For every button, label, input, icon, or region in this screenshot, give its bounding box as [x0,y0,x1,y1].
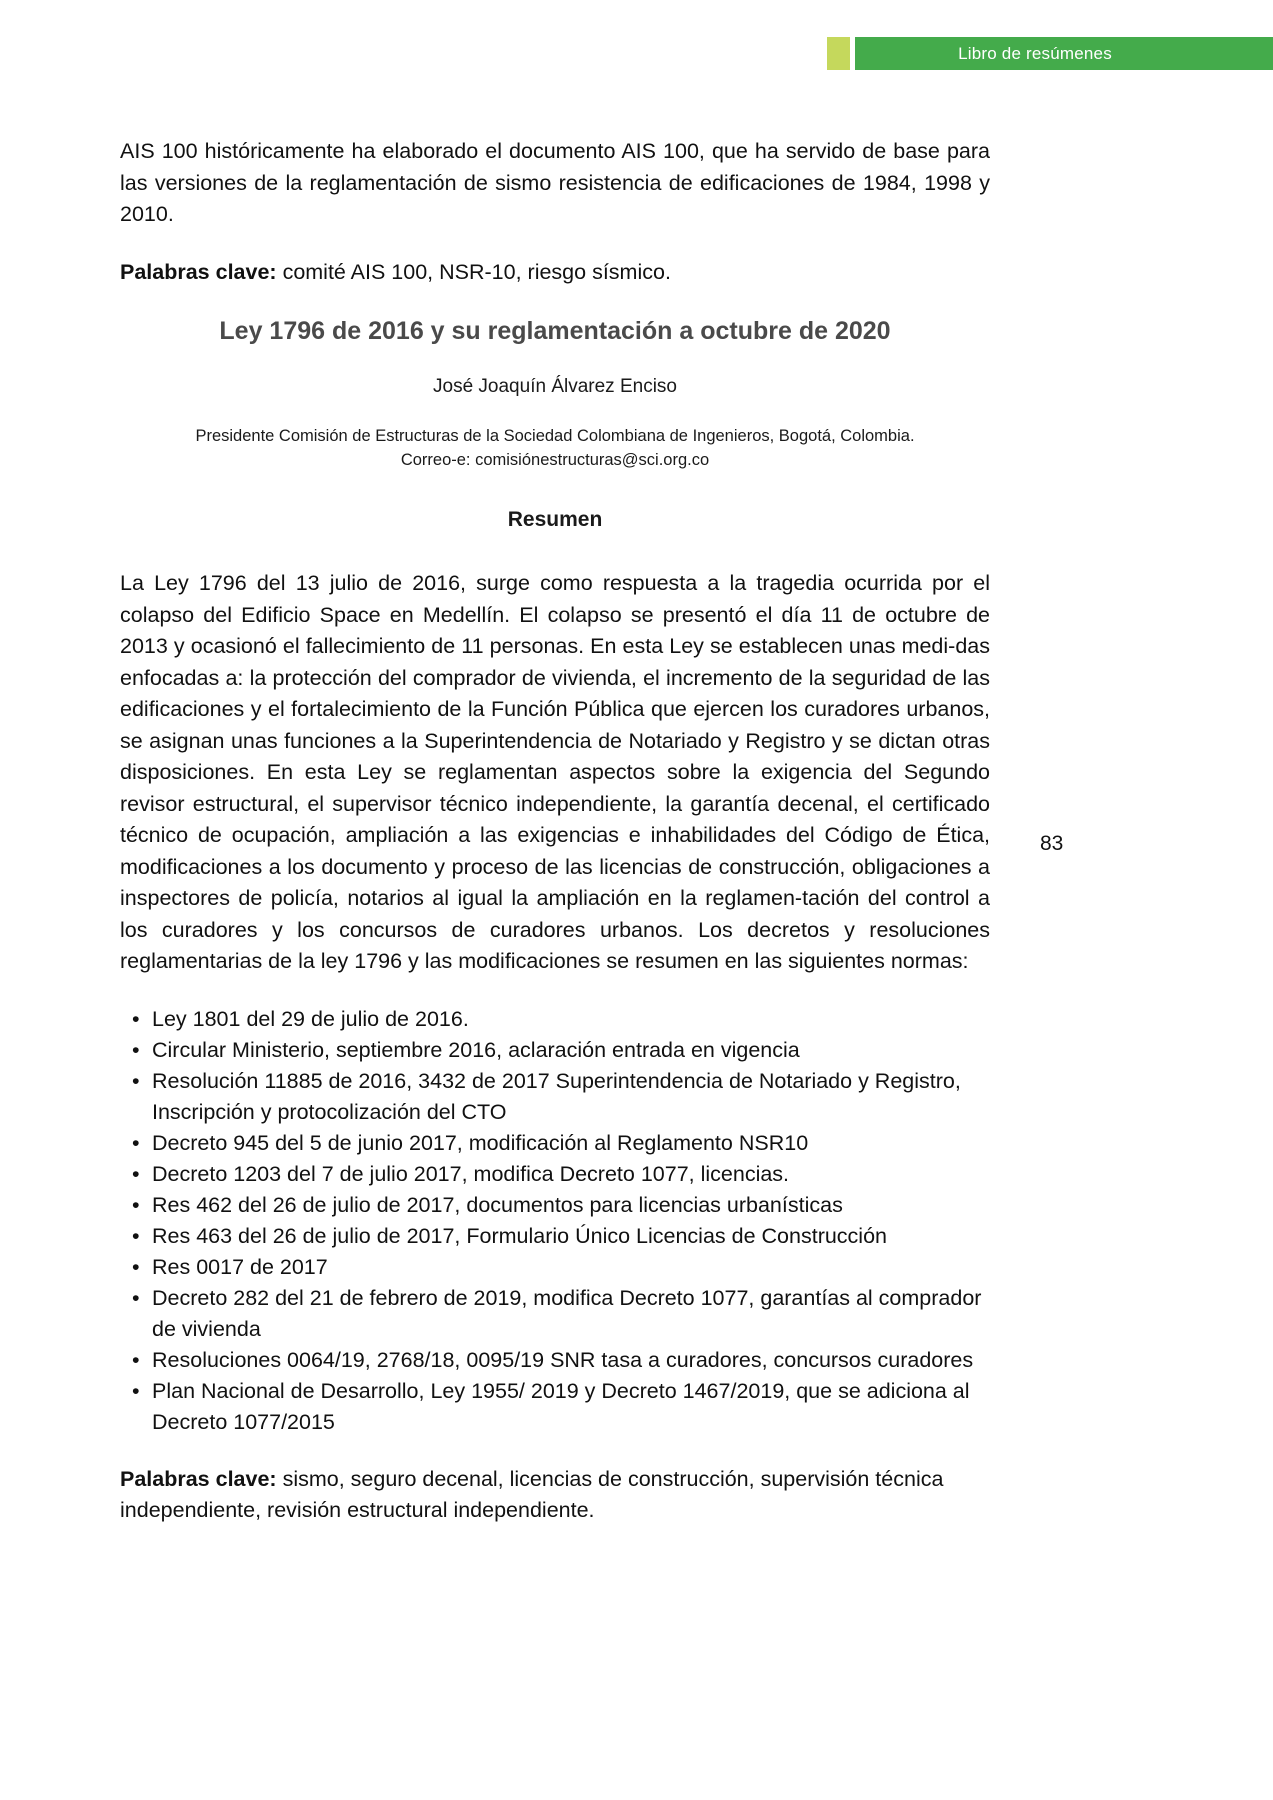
bullet-icon: • [132,1006,140,1031]
list-item-text: Res 462 del 26 de julio de 2017, documentos para licencias urbanísticas [152,1192,843,1217]
bullet-icon: • [132,1068,140,1093]
section-heading-resumen: Resumen [507,508,603,531]
continuation-paragraph: AIS 100 históricamente ha elaborado el documento AIS 100, que ha servido de base para las versiones de la reglamentación de sismo resistencia de edificaciones de 1984, 1998 y 2010. [120,139,990,226]
list-item [120,1035,990,1066]
list-item [120,1128,990,1159]
list-item-text: Decreto 282 del 21 de febrero de 2019, modifica Decreto 1077, garantías al comprador de vivienda [152,1285,982,1341]
list-item-text: Resoluciones 0064/19, 2768/18, 0095/19 SNR tasa a curadores, concursos curadores [152,1347,974,1372]
list-item [120,1066,990,1128]
list-item-text: Res 0017 de 2017 [152,1254,328,1279]
final-keywords-text: sismo, seguro decenal, licencias de construcción, supervisión técnica independiente, revisión estructural independiente. [120,1466,944,1522]
list-item [120,1376,990,1438]
affiliation-email-line: Correo-e: comisiónestructuras@sci.org.co [400,451,710,469]
list-item [120,1004,990,1035]
top-keywords-label: Palabras clave: [120,259,277,284]
header-accent-square [827,37,850,70]
header-title: Libro de resúmenes [958,44,1112,63]
bullet-icon: • [132,1378,140,1403]
list-item [120,1159,990,1190]
bullet-icon: • [132,1161,140,1186]
norms-list [120,1004,990,1438]
list-item [120,1221,990,1252]
bullet-icon: • [132,1254,140,1279]
bullet-icon: • [132,1285,140,1310]
running-header [0,37,1273,70]
bullet-icon: • [132,1347,140,1372]
list-item-text: Decreto 945 del 5 de junio 2017, modificación al Reglamento NSR10 [152,1130,809,1155]
affiliation-line-1: Presidente Comisión de Estructuras de la Sociedad Colombiana de Ingenieros, Bogotá, Colombia. [195,427,915,445]
final-keywords-paragraph [120,1464,1020,1527]
abstract-block [120,568,990,978]
list-item [120,1190,990,1221]
list-item-text: Decreto 1203 del 7 de julio 2017, modifica Decreto 1077, licencias. [152,1161,790,1186]
list-item [120,1283,990,1345]
bullet-icon: • [132,1223,140,1248]
final-keywords-label: Palabras clave: [120,1466,277,1491]
list-item-text: Plan Nacional de Desarrollo, Ley 1955/ 2019 y Decreto 1467/2019, que se adiciona al Decreto 1077/2015 [152,1378,970,1434]
list-item-text: Ley 1801 del 29 de julio de 2016. [152,1006,469,1031]
top-keywords-text: comité AIS 100, NSR-10, riesgo sísmico. [276,259,671,284]
article-author: José Joaquín Álvarez Enciso [433,376,677,397]
list-item-text: Res 463 del 26 de julio de 2017, Formulario Único Licencias de Construcción [152,1223,887,1248]
bullet-icon: • [132,1192,140,1217]
page-number: 83 [1040,832,1064,855]
list-item-text: Circular Ministerio, septiembre 2016, aclaración entrada en vigencia [152,1037,800,1062]
top-keywords-paragraph [120,257,990,289]
list-item-text: Resolución 11885 de 2016, 3432 de 2017 Superintendencia de Notariado y Registro, Inscripción y protocolización del CTO [152,1068,961,1124]
header-green-bar [855,37,1273,70]
page-content [120,136,990,1548]
bullet-icon: • [132,1037,140,1062]
article-title: Ley 1796 de 2016 y su reglamentación a octubre de 2020 [219,317,891,345]
abstract-paragraph: La Ley 1796 del 13 julio de 2016, surge como respuesta a la tragedia ocurrida por el colapso del Edificio Space en Medellín. El colapso se presentó el día 11 de octubre de 2013 y ocasionó el fallecimiento de 11 personas. En esta Ley se establecen unas medi-das enfocadas a: la protección del comprador de vivienda, el incremento de la seguridad de las edificaciones y el fortalecimiento de la Función Pública que ejercen los curadores urbanos, se asignan unas funciones a la Superintendencia de Notariado y Registro y se dictan otras disposiciones. En esta Ley se reglamentan aspectos sobre la exigencia del Segundo revisor estructural, el supervisor técnico independiente, la garantía decenal, el certificado técnico de ocupación, ampliación a las exigencias e inhabilidades del Código de Ética, modificaciones a los documento y proceso de las licencias de construcción, obligaciones a inspectores de policía, notarios al igual la ampliación en la reglamen-tación del control a los curadores y los concursos de curadores urbanos. Los decretos y resoluciones reglamentarias de la ley 1796 y las modificaciones se resumen en las siguientes normas: [120,571,990,973]
bullet-icon: • [132,1130,140,1155]
list-item [120,1345,990,1376]
article-affiliation [120,424,990,472]
list-item [120,1252,990,1283]
